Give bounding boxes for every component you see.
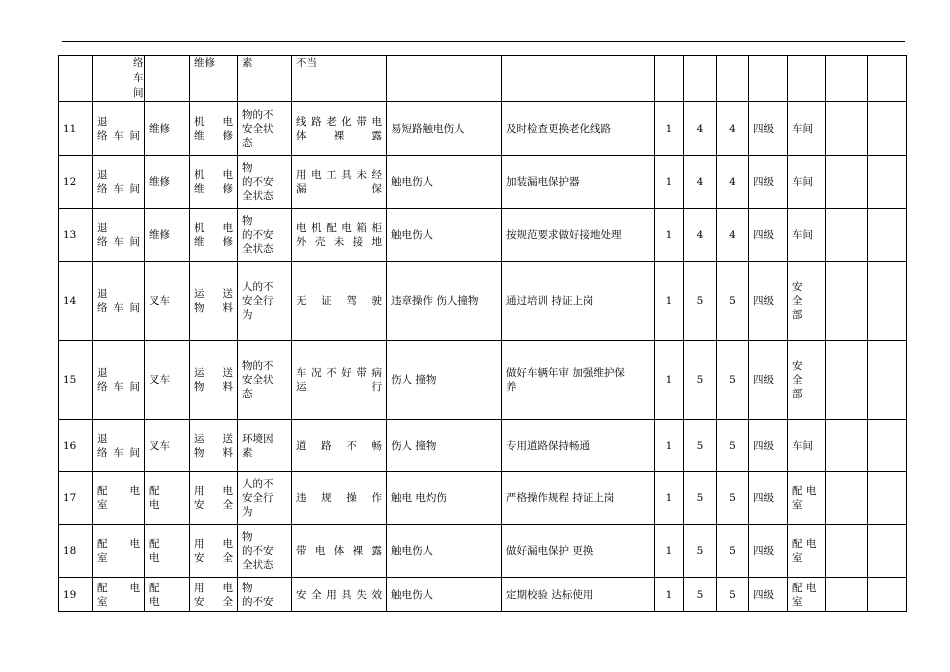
- cell-type: 素: [238, 56, 292, 102]
- cell-e: 4: [684, 156, 717, 209]
- cell-extra-1: [826, 102, 868, 156]
- cell-type: 物 的不安: [238, 578, 292, 612]
- cell-area: 配 电 室: [93, 578, 145, 612]
- cell-measure: 专用道路保持畅通: [502, 420, 655, 472]
- cell-area: 配 电 室: [93, 472, 145, 525]
- cell-l: 1: [655, 341, 684, 420]
- cell-job: 用 电 安全: [190, 525, 238, 578]
- cell-dept: 配 电 室: [788, 578, 826, 612]
- cell-hazard: 违规操作: [292, 472, 387, 525]
- cell-c: 5: [717, 472, 749, 525]
- cell-equip: [145, 56, 190, 102]
- cell-extra-2: [868, 262, 907, 341]
- cell-extra-2: [868, 156, 907, 209]
- cell-dept: 配 电 室: [788, 472, 826, 525]
- cell-measure: 按规范要求做好接地处理: [502, 209, 655, 262]
- cell-area: 退 络车间: [93, 420, 145, 472]
- cell-job: 机 电 维修: [190, 209, 238, 262]
- risk-assessment-table: [58, 55, 907, 612]
- cell-level: 四级: [749, 156, 788, 209]
- cell-e: 5: [684, 262, 717, 341]
- cell-area: 退 络车间: [93, 209, 145, 262]
- table-row: [59, 156, 907, 209]
- cell-equip: 叉车: [145, 262, 190, 341]
- cell-e: 5: [684, 341, 717, 420]
- table-row: [59, 578, 907, 612]
- cell-extra-2: [868, 525, 907, 578]
- cell-l: 1: [655, 102, 684, 156]
- cell-harm: [387, 56, 502, 102]
- cell-harm: 触电 电灼伤: [387, 472, 502, 525]
- cell-no: [59, 56, 93, 102]
- cell-c: [717, 56, 749, 102]
- cell-hazard: 车况不好带病 运行: [292, 341, 387, 420]
- cell-extra-1: [826, 578, 868, 612]
- cell-type: 人的不 安全行 为: [238, 262, 292, 341]
- table-row: [59, 341, 907, 420]
- cell-harm: 伤人 撞物: [387, 420, 502, 472]
- cell-hazard: 不当: [292, 56, 387, 102]
- cell-no: 15: [59, 341, 93, 420]
- cell-l: 1: [655, 420, 684, 472]
- cell-c: 5: [717, 341, 749, 420]
- cell-level: 四级: [749, 525, 788, 578]
- cell-equip: 维修: [145, 102, 190, 156]
- cell-harm: 易短路触电伤人: [387, 102, 502, 156]
- cell-c: 4: [717, 209, 749, 262]
- cell-hazard: 无证驾驶: [292, 262, 387, 341]
- cell-extra-2: [868, 102, 907, 156]
- cell-type: 物的不 安全状 态: [238, 341, 292, 420]
- table-row: [59, 209, 907, 262]
- cell-e: 4: [684, 209, 717, 262]
- cell-measure: 定期校验 达标使用: [502, 578, 655, 612]
- cell-harm: 触电伤人: [387, 156, 502, 209]
- cell-harm: 触电伤人: [387, 525, 502, 578]
- cell-e: 4: [684, 102, 717, 156]
- cell-extra-2: [868, 472, 907, 525]
- cell-extra-2: [868, 341, 907, 420]
- cell-level: 四级: [749, 102, 788, 156]
- cell-e: 5: [684, 420, 717, 472]
- cell-type: 物 的不安 全状态: [238, 209, 292, 262]
- cell-e: [684, 56, 717, 102]
- cell-area: 退 络车间: [93, 102, 145, 156]
- cell-no: 14: [59, 262, 93, 341]
- cell-hazard: 用电工具未经 漏保: [292, 156, 387, 209]
- cell-extra-1: [826, 156, 868, 209]
- cell-area: 络车间: [93, 56, 145, 102]
- cell-no: 12: [59, 156, 93, 209]
- cell-type: 物的不 安全状 态: [238, 102, 292, 156]
- cell-dept: 安 全 部: [788, 262, 826, 341]
- cell-no: 13: [59, 209, 93, 262]
- cell-area: 退 络车间: [93, 262, 145, 341]
- table-row: [59, 262, 907, 341]
- cell-dept: 车间: [788, 102, 826, 156]
- table-row: [59, 472, 907, 525]
- cell-type: 环境因 素: [238, 420, 292, 472]
- cell-l: 1: [655, 156, 684, 209]
- cell-c: 4: [717, 102, 749, 156]
- cell-level: [749, 56, 788, 102]
- table-row: [59, 102, 907, 156]
- cell-c: 5: [717, 420, 749, 472]
- cell-area: 退 络车间: [93, 341, 145, 420]
- table-row-continued: [59, 56, 907, 102]
- cell-no: 19: [59, 578, 93, 612]
- cell-area: 退 络车间: [93, 156, 145, 209]
- cell-l: 1: [655, 472, 684, 525]
- cell-c: 5: [717, 525, 749, 578]
- cell-hazard: 带电体裸露: [292, 525, 387, 578]
- cell-extra-2: [868, 578, 907, 612]
- cell-extra-1: [826, 420, 868, 472]
- cell-harm: 触电伤人: [387, 578, 502, 612]
- cell-l: 1: [655, 525, 684, 578]
- cell-extra-1: [826, 525, 868, 578]
- cell-extra-1: [826, 262, 868, 341]
- cell-level: 四级: [749, 472, 788, 525]
- cell-no: 11: [59, 102, 93, 156]
- cell-e: 5: [684, 525, 717, 578]
- cell-measure: 通过培训 持证上岗: [502, 262, 655, 341]
- cell-job: 运 送 物料: [190, 262, 238, 341]
- cell-measure: 做好车辆年审 加强维护保 养: [502, 341, 655, 420]
- cell-harm: 伤人 撞物: [387, 341, 502, 420]
- cell-dept: 车间: [788, 420, 826, 472]
- cell-level: 四级: [749, 341, 788, 420]
- cell-dept: 车间: [788, 209, 826, 262]
- cell-harm: 触电伤人: [387, 209, 502, 262]
- cell-no: 16: [59, 420, 93, 472]
- header-rule: [62, 41, 905, 42]
- cell-level: 四级: [749, 578, 788, 612]
- cell-measure: 严格操作规程 持证上岗: [502, 472, 655, 525]
- cell-dept: 车间: [788, 156, 826, 209]
- table-row: [59, 525, 907, 578]
- cell-job: 运 送 物料: [190, 420, 238, 472]
- cell-job: 用 电 安全: [190, 472, 238, 525]
- cell-job: 机 电 维修: [190, 102, 238, 156]
- cell-type: 物 的不安 全状态: [238, 525, 292, 578]
- cell-c: 4: [717, 156, 749, 209]
- cell-dept: [788, 56, 826, 102]
- cell-job: 机 电 维修: [190, 156, 238, 209]
- cell-job: 维修: [190, 56, 238, 102]
- cell-no: 18: [59, 525, 93, 578]
- cell-equip: 叉车: [145, 341, 190, 420]
- cell-level: 四级: [749, 420, 788, 472]
- cell-extra-2: [868, 56, 907, 102]
- cell-level: 四级: [749, 209, 788, 262]
- cell-extra-2: [868, 420, 907, 472]
- cell-equip: 维修: [145, 156, 190, 209]
- cell-e: 5: [684, 472, 717, 525]
- cell-type: 人的不 安全行 为: [238, 472, 292, 525]
- cell-e: 5: [684, 578, 717, 612]
- cell-hazard: 安全用具失效: [292, 578, 387, 612]
- cell-measure: 做好漏电保护 更换: [502, 525, 655, 578]
- cell-measure: 加装漏电保护器: [502, 156, 655, 209]
- cell-l: 1: [655, 209, 684, 262]
- cell-equip: 配 电: [145, 525, 190, 578]
- cell-dept: 安 全 部: [788, 341, 826, 420]
- cell-hazard: 电机配电箱柜 外壳未接地: [292, 209, 387, 262]
- cell-dept: 配 电 室: [788, 525, 826, 578]
- cell-area: 配 电 室: [93, 525, 145, 578]
- cell-type: 物 的不安 全状态: [238, 156, 292, 209]
- table-row: [59, 420, 907, 472]
- cell-level: 四级: [749, 262, 788, 341]
- cell-job: 用 电 安全: [190, 578, 238, 612]
- cell-equip: 叉车: [145, 420, 190, 472]
- cell-extra-1: [826, 209, 868, 262]
- cell-c: 5: [717, 262, 749, 341]
- cell-l: 1: [655, 262, 684, 341]
- cell-hazard: 线路老化带电 体裸露: [292, 102, 387, 156]
- cell-measure: [502, 56, 655, 102]
- cell-l: 1: [655, 578, 684, 612]
- cell-equip: 维修: [145, 209, 190, 262]
- cell-extra-1: [826, 472, 868, 525]
- cell-job: 运 送 物料: [190, 341, 238, 420]
- cell-equip: 配 电: [145, 578, 190, 612]
- cell-extra-1: [826, 56, 868, 102]
- cell-extra-1: [826, 341, 868, 420]
- cell-harm: 违章操作 伤人撞物: [387, 262, 502, 341]
- cell-equip: 配 电: [145, 472, 190, 525]
- cell-no: 17: [59, 472, 93, 525]
- cell-hazard: 道路不畅: [292, 420, 387, 472]
- cell-c: 5: [717, 578, 749, 612]
- cell-extra-2: [868, 209, 907, 262]
- cell-measure: 及时检查更换老化线路: [502, 102, 655, 156]
- cell-l: [655, 56, 684, 102]
